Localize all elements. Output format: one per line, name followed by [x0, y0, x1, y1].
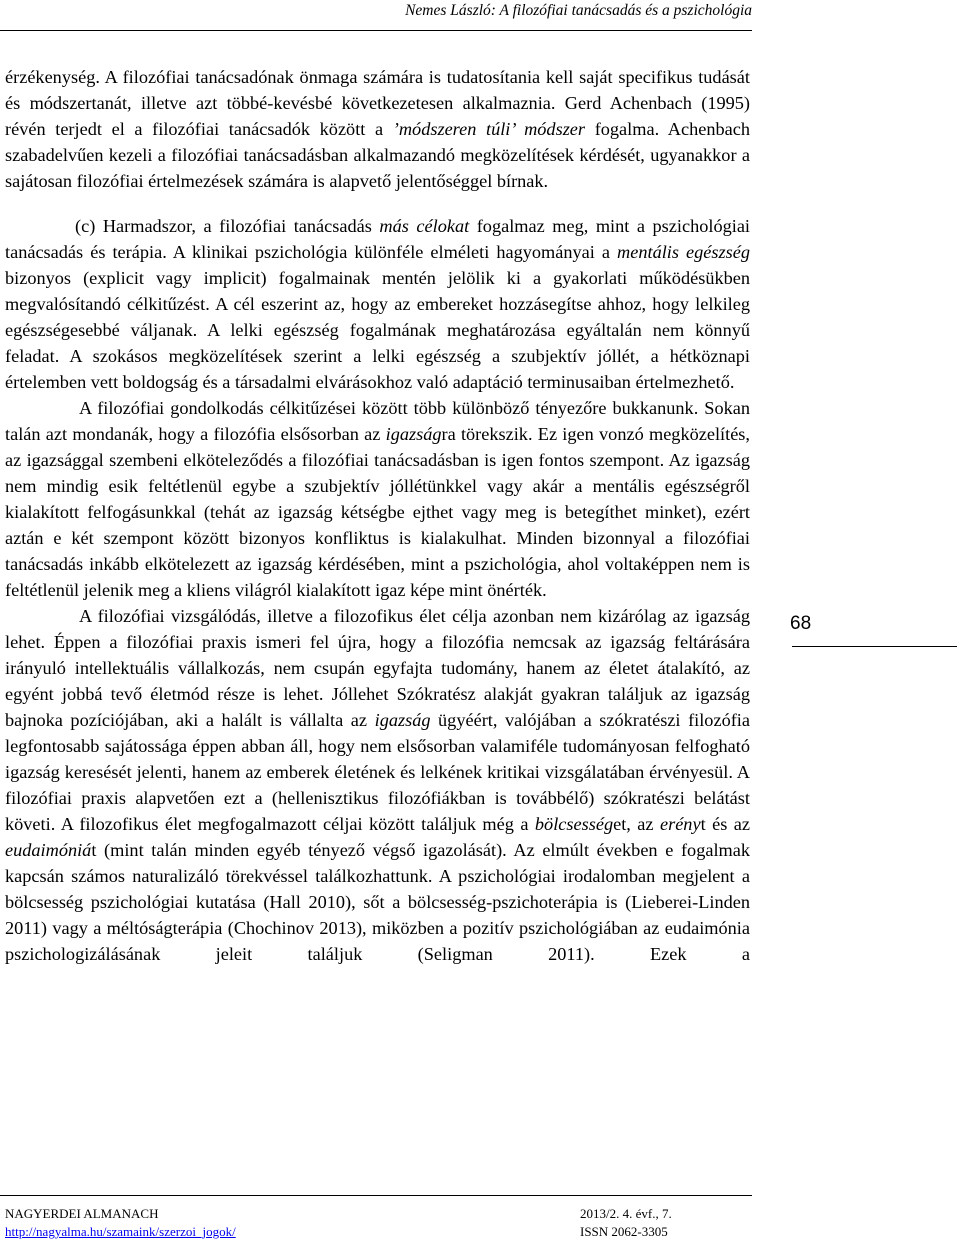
footer-left [5, 1205, 236, 1241]
paragraph [5, 395, 750, 603]
text-segment: et, az [613, 814, 660, 834]
header-rule [0, 30, 752, 31]
italic-text: eudaimóniá [5, 840, 92, 860]
italic-text: más célokat [379, 216, 470, 236]
text-segment: ra törekszik. Ez igen vonzó megközelítés, az igazsággal szembeni elköteleződés a filozófiai tanácsadásban is igen fontos szempont. Az igazság nem mindig esik feltétlenül egybe a szubjektív jóllétünkkel vagy akár a mentális egészségről kialakított felfogásunkkal (tehát az igazság kétségbe ejthet vagy meg is betegíthet minket), ezért aztán e két szempont között bizonyos konfliktus is kialakulhat. Minden bizonnyal a filozófiai tanácsadás inkább elkötelezett az igazság kérdésében, mint a pszichológia, ahol voltaképpen nem is feltétlenül jelenik meg a kliens világról kialakított igaz képe mint önérték. [5, 424, 750, 600]
paragraph [5, 603, 750, 967]
italic-text: igazság [385, 424, 442, 444]
italic-text: ’módszeren túli’ módszer [392, 119, 586, 139]
body-text [5, 64, 750, 967]
text-segment: fogalma. Achenbach szabadelvűen kezeli a filozófiai tanácsadásban alkalmazandó megközelítések kérdését, ugyanakkor a sajátosan filozófiai értelmezések számára is alapvető jelentőséggel bírnak. [5, 119, 751, 191]
text-segment: A filozófiai gondolkodás célkitűzései között több különböző tényezőre bukkanunk. Sokan talán azt mondanák, hogy a filozófia elsősorban az [5, 398, 750, 444]
text-segment: A filozófiai vizsgálódás, illetve a filozofikus élet célja azonban nem kizárólag az igazság lehet. Éppen a filozófiai praxis ismeri fel újra, hogy a filozófia nemcsak az igazság feltárására irányuló intellektuális vállalkozás, nem csupán egyfajta tudomány, hanem az életet átalakító, az egyént jobbá tevő életmód része is lehet. Jóllehet Szókratész alakját gyakran találjuk az igazság bajnoka pozíciójában, aki a halált is vállalta az [5, 606, 750, 730]
text-segment: fogalmaz meg, mint a pszichológiai tanácsadás és terápia. A klinikai pszichológia különféle elméleti hagyományai a [5, 216, 751, 262]
italic-text: bölcsesség [534, 814, 614, 834]
text-segment: ügyéért, valójában a szókratészi filozófia legfontosabb sajátossága éppen abban áll, hogy nem elsősorban valamiféle tudományosan felfogható igazság keresését jelenti, hanem az emberek életének és lelkének kritikai vizsgálatában érvényesül. A filozófiai praxis alapvetően ezt a (hellenisztikus filozófiákban is továbbélő) szókratészi belátást követi. A filozofikus élet megfogalmazott céljai között találjuk még a [5, 710, 750, 834]
footer-right [580, 1205, 672, 1241]
page-number: 68 [790, 613, 812, 634]
italic-text: igazság [374, 710, 431, 730]
footer-rule [0, 1195, 752, 1196]
italic-text: mentális egészség [617, 242, 750, 262]
footer-issn: ISSN 2062-3305 [580, 1224, 668, 1239]
text-segment: érzékenység. A filozófiai tanácsadónak önmaga számára is tudatosítania kell saját specifikus tudását és módszertanát, illetve azt többé-kevésbé következetesen alkalmaznia. Gerd Achenbach (1995) révén terjedt el a filozófiai tanácsadók között a [5, 67, 750, 139]
text-segment: (c) Harmadszor, a filozófiai tanácsadás [75, 216, 380, 236]
italic-text: erény [659, 814, 701, 834]
running-header: Nemes László: A filozófiai tanácsadás és a pszichológia [405, 2, 752, 19]
page-number-rule [792, 646, 957, 647]
paragraph [5, 213, 750, 395]
footer-journal-name: NAGYERDEI ALMANACH [5, 1206, 159, 1221]
text-segment: t (mint talán minden egyéb tényező végső igazolását). Az elmúlt években e fogalmak kapcsán számos naturalizáló törekvéssel találkozhattunk. A pszichológiai irodalomban megjelent a bölcsesség pszichológiai kutatása (Hall 2010), sőt a bölcsesség-pszichoterápia is (Lieberei-Linden 2011) vagy a méltóságterápia (Chochinov 2013), miközben a pozitív pszichológiában az eudaimónia pszichologizálásának jeleit találjuk (Seligman 2011). Ezek a [5, 840, 750, 964]
paragraph [5, 64, 750, 194]
footer-issue: 2013/2. 4. évf., 7. [580, 1206, 672, 1221]
footer-url-link[interactable]: http://nagyalma.hu/szamaink/szerzoi_jogok/ [5, 1224, 236, 1239]
text-segment: t és az [700, 814, 750, 834]
text-segment: bizonyos (explicit vagy implicit) fogalmainak mentén jelölik ki a gyakorlati működésükben megvalósítandó célkitűzést. A cél eszerint az, hogy az embereket hozzásegítse ahhoz, hogy lelkileg egészségesebbé váljanak. A lelki egészség fogalmának meghatározása egyáltalán nem könnyű feladat. A szokásos megközelítések szerint a lelki egészség a szubjektív jóllét, a hétköznapi értelemben vett boldogság és a társadalmi elvárásokhoz való adaptáció terminusaiban értelmezhető. [5, 268, 750, 392]
